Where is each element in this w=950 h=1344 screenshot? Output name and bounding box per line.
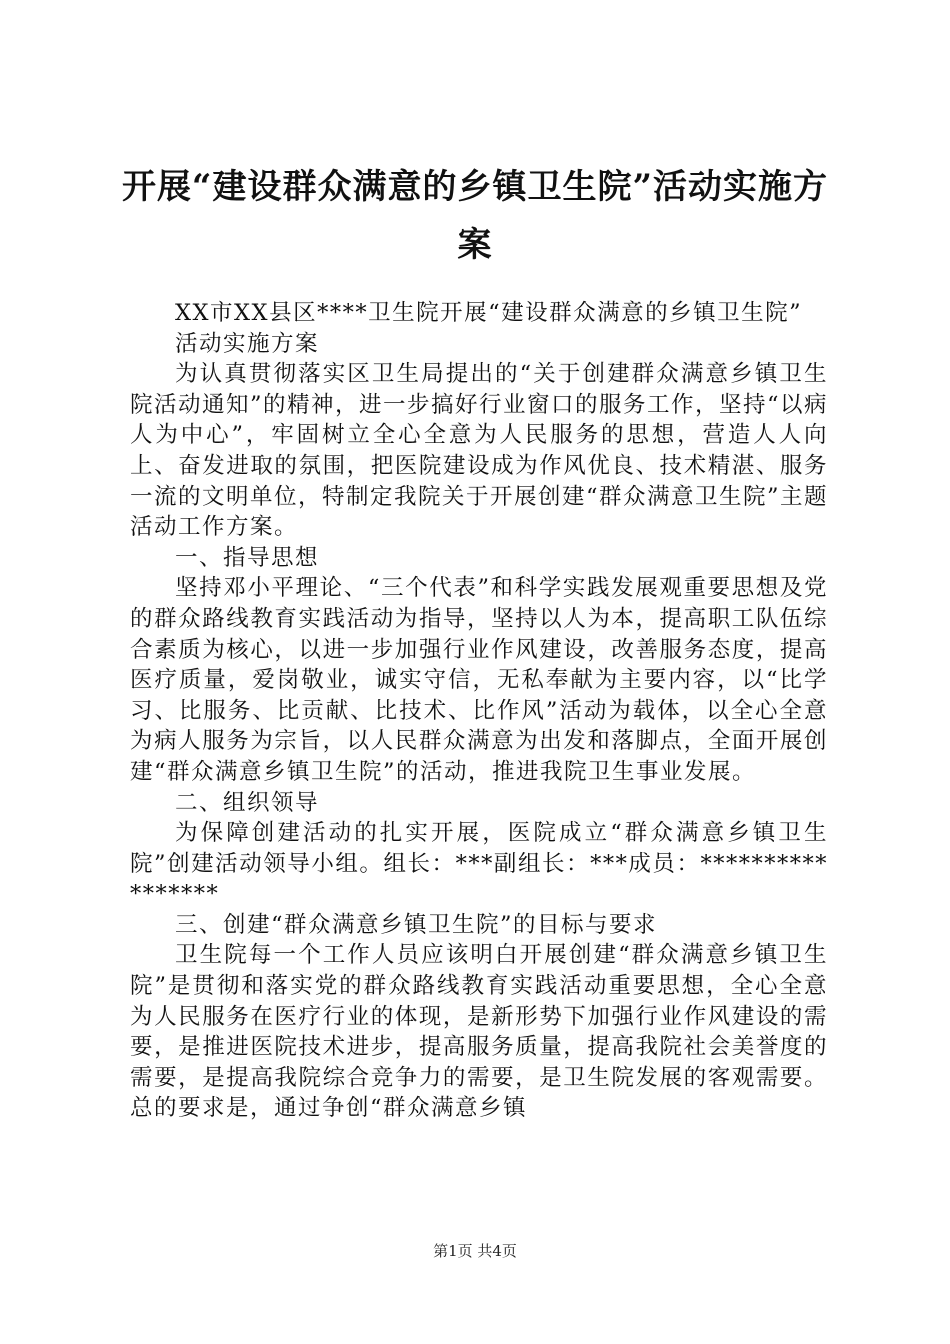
document-body [130, 298, 828, 1124]
paragraph-intro: 为认真贯彻落实区卫生局提出的“关于创建群众满意乡镇卫生院活动通知”的精神，进一步搞好行业窗口的服务工作，坚持“以病人为中心”，牢固树立全心全意为人民服务的思想，营造人人向上、奋发进取的氛围，把医院建设成为作风优良、技术精湛、服务一流的文明单位，特制定我院关于开展创建“群众满意卫生院”主题活动工作方案。 [130, 361, 829, 541]
paragraph-heading-line-1: XX市XX县区****卫生院开展“建设群众满意的乡镇卫生院” [175, 300, 803, 326]
paragraph-guiding-thought: 坚持邓小平理论、“三个代表”和科学实践发展观重要思想及党的群众路线教育实践活动为指导，坚持以人为本，提高职工队伍综合素质为核心，以进一步加强行业作风建设，改善服务态度，提高医疗质量，爱岗敬业，诚实守信，无私奉献为主要内容，以“比学习、比服务、比贡献、比技术、比作风”活动为载体，以全心全意为病人服务为宗旨，以人民群众满意为出发和落脚点，全面开展创建“群众满意乡镇卫生院”的活动，推进我院卫生事业发展。 [130, 575, 828, 785]
paragraph-goals: 卫生院每一个工作人员应该明白开展创建“群众满意乡镇卫生院”是贯彻和落实党的群众路线教育实践活动重要思想，全心全意为人民服务在医疗行业的体现，是新形势下加强行业作风建设的需要，是推进医院技术进步，提高服务质量，提高我院社会美誉度的需要，是提高我院综合竞争力的需要，是卫生院发展的客观需要。总的要求是，通过争创“群众满意乡镇 [130, 942, 828, 1122]
section-heading-organization: 二、组织领导 [175, 789, 320, 816]
page-number-footer: 第1页 共4页 [433, 1242, 517, 1260]
section-heading-guiding-thought: 一、指导思想 [175, 544, 320, 571]
section-heading-goals: 三、创建“群众满意乡镇卫生院”的目标与要求 [175, 911, 658, 938]
paragraph-heading-line-2: 活动实施方案 [175, 330, 320, 357]
paragraph-organization: 为保障创建活动的扎实开展，医院成立“群众满意乡镇卫生院”创建活动领导小组。组长：***副组长：***成员：***************** [130, 820, 828, 908]
document-title: 开展“建设群众满意的乡镇卫生院”活动实施方案 [121, 167, 829, 265]
